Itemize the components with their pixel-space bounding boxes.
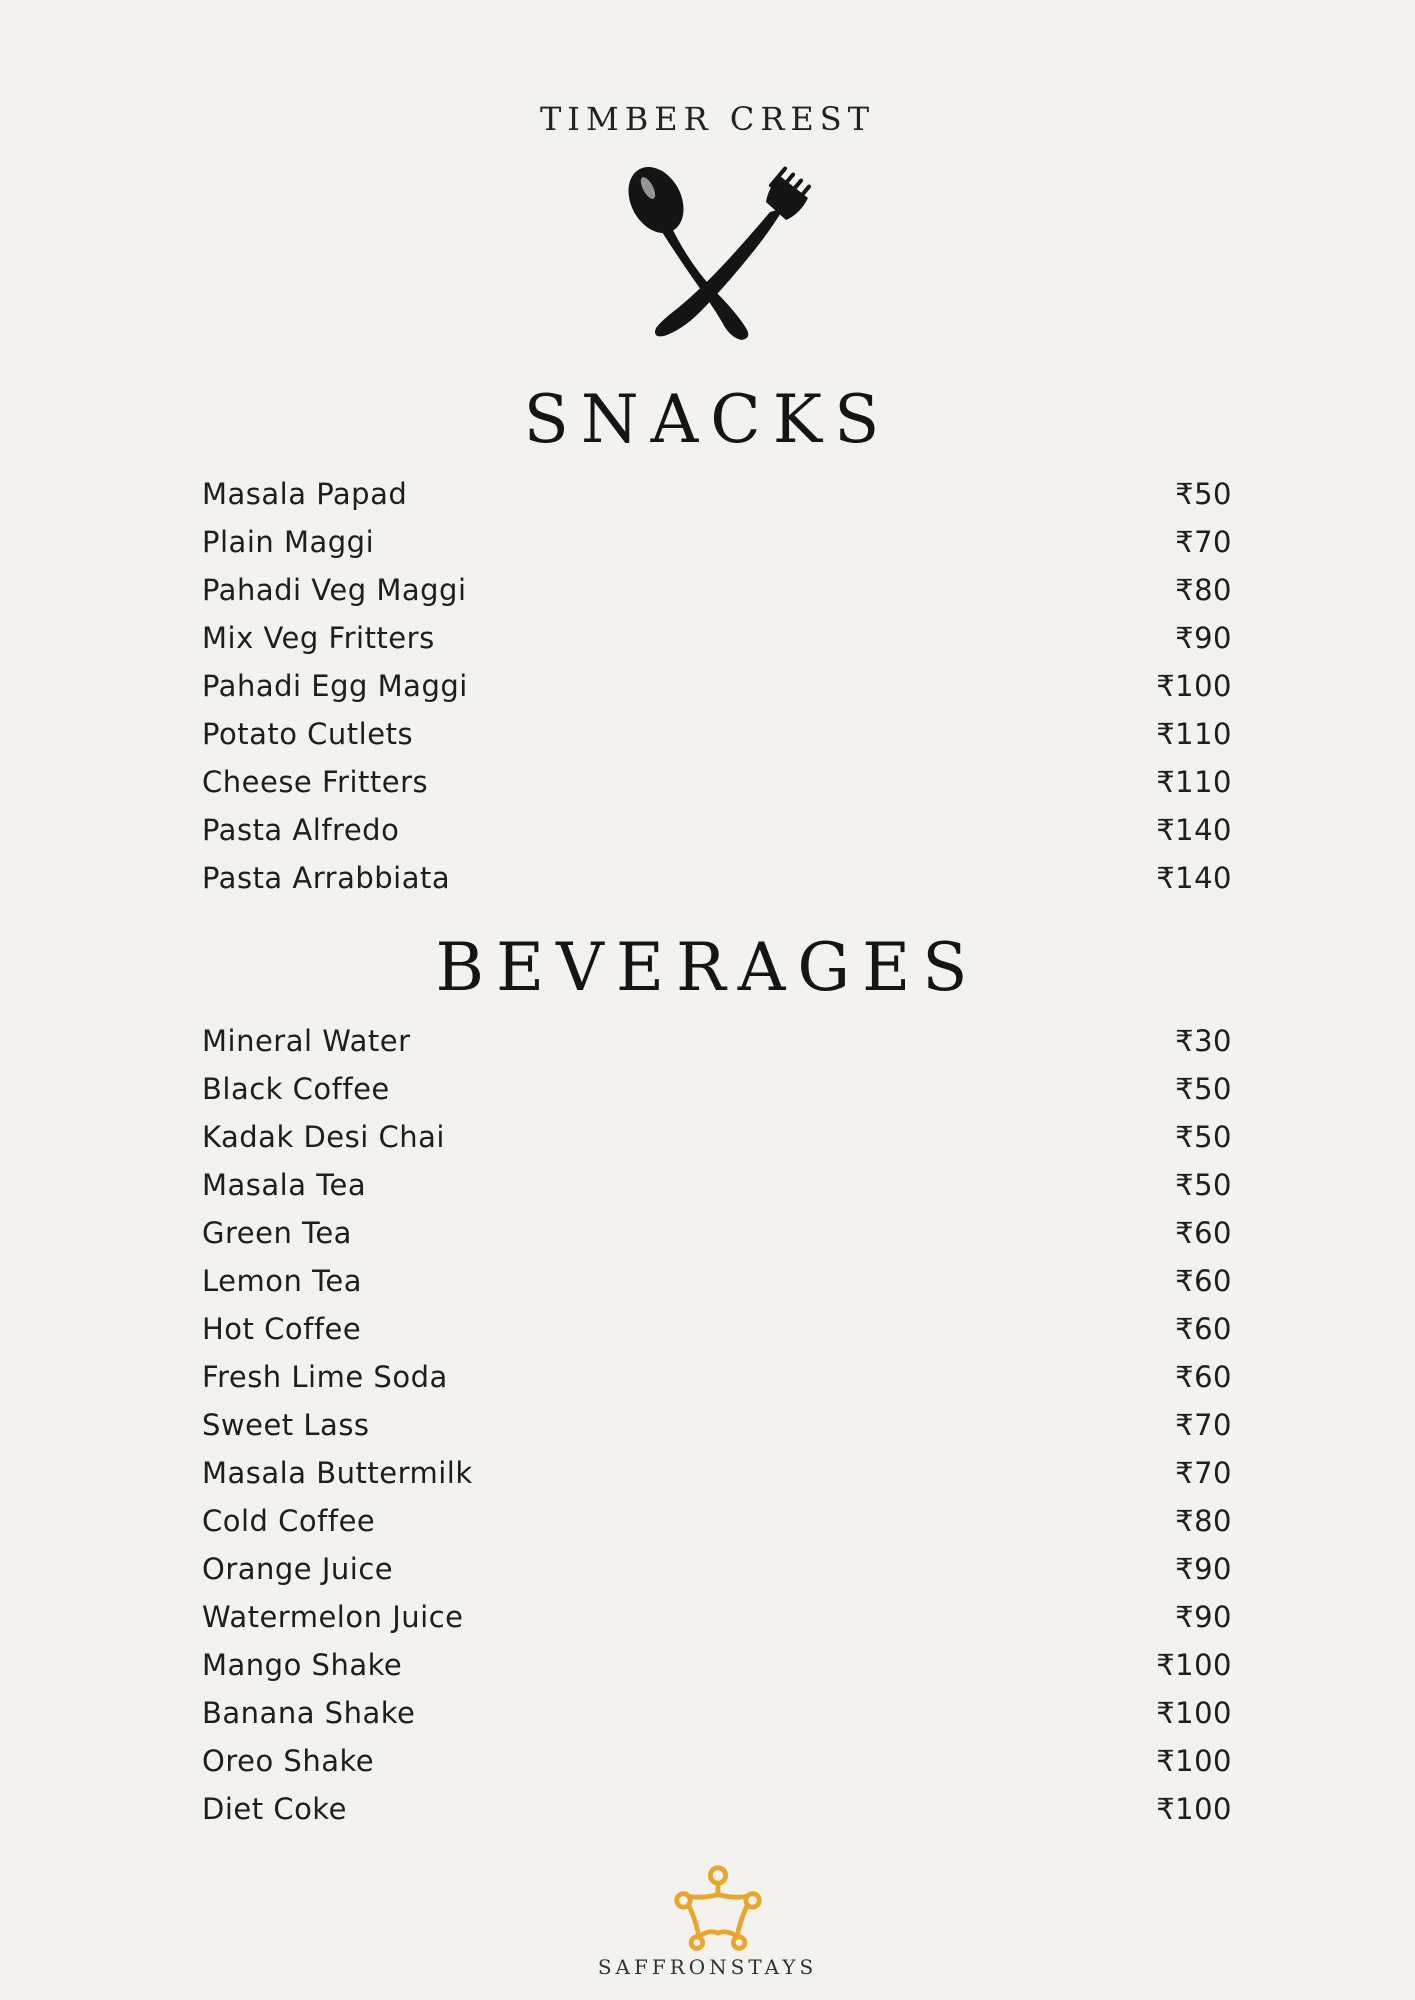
spoon-and-fork-icon — [618, 162, 818, 352]
menu-item — [202, 1648, 1232, 1696]
menu-item — [202, 1792, 1232, 1840]
menu-item — [202, 1408, 1232, 1456]
menu-item-price: ₹30 — [1175, 1024, 1232, 1058]
menu-item-name: Cheese Fritters — [202, 765, 429, 799]
menu-item-price: ₹110 — [1156, 765, 1232, 799]
menu-item-name: Watermelon Juice — [202, 1600, 464, 1634]
menu-item-name: Masala Papad — [202, 477, 408, 511]
menu-item-price: ₹50 — [1175, 1120, 1232, 1154]
menu-item-name: Potato Cutlets — [202, 717, 414, 751]
menu-item — [202, 1456, 1232, 1504]
menu-item — [202, 477, 1232, 525]
snacks-list — [202, 477, 1232, 909]
menu-item — [202, 525, 1232, 573]
menu-item-price: ₹140 — [1156, 861, 1232, 895]
menu-item-price: ₹110 — [1156, 717, 1232, 751]
menu-item-price: ₹50 — [1175, 477, 1232, 511]
menu-item-name: Pasta Arrabbiata — [202, 861, 451, 895]
menu-item — [202, 765, 1232, 813]
menu-item-price: ₹70 — [1175, 525, 1232, 559]
menu-item-name: Orange Juice — [202, 1552, 394, 1586]
menu-item — [202, 1504, 1232, 1552]
menu-item — [202, 1264, 1232, 1312]
beverages-list — [202, 1024, 1232, 1840]
menu-item-price: ₹90 — [1175, 1552, 1232, 1586]
menu-item-price: ₹140 — [1156, 813, 1232, 847]
menu-item-price: ₹80 — [1175, 573, 1232, 607]
menu-item — [202, 573, 1232, 621]
brand-title: TIMBER CREST — [539, 100, 876, 138]
footer-brand: SAFFRONSTAYS — [597, 1955, 818, 1979]
menu-item-name: Sweet Lass — [202, 1408, 370, 1442]
menu-item-price: ₹90 — [1175, 1600, 1232, 1634]
menu-item-name: Pahadi Veg Maggi — [202, 573, 467, 607]
menu-item — [202, 1600, 1232, 1648]
menu-item — [202, 813, 1232, 861]
menu-item-name: Masala Buttermilk — [202, 1456, 473, 1490]
menu-item-name: Masala Tea — [202, 1168, 367, 1202]
menu-item-name: Lemon Tea — [202, 1264, 362, 1298]
menu-item — [202, 621, 1232, 669]
menu-item-name: Hot Coffee — [202, 1312, 362, 1346]
menu-item-price: ₹60 — [1175, 1360, 1232, 1394]
menu-item-name: Diet Coke — [202, 1792, 347, 1826]
menu-item — [202, 1360, 1232, 1408]
menu-item-name: Oreo Shake — [202, 1744, 375, 1778]
menu-item-price: ₹60 — [1175, 1312, 1232, 1346]
menu-item-name: Plain Maggi — [202, 525, 375, 559]
menu-item-name: Kadak Desi Chai — [202, 1120, 445, 1154]
menu-item-price: ₹80 — [1175, 1504, 1232, 1538]
menu-item-price: ₹90 — [1175, 621, 1232, 655]
saffronstays-logo-icon — [670, 1862, 766, 1958]
menu-item-name: Pahadi Egg Maggi — [202, 669, 468, 703]
menu-item-name: Mix Veg Fritters — [202, 621, 435, 655]
menu-item-price: ₹100 — [1156, 669, 1232, 703]
menu-item-price: ₹70 — [1175, 1456, 1232, 1490]
menu-item — [202, 861, 1232, 909]
menu-item-price: ₹100 — [1156, 1648, 1232, 1682]
menu-item — [202, 1168, 1232, 1216]
snacks-heading: SNACKS — [523, 381, 892, 458]
menu-item — [202, 1312, 1232, 1360]
menu-item-name: Cold Coffee — [202, 1504, 376, 1538]
menu-item-price: ₹60 — [1175, 1216, 1232, 1250]
menu-item-price: ₹50 — [1175, 1072, 1232, 1106]
menu-item — [202, 1552, 1232, 1600]
menu-item — [202, 1072, 1232, 1120]
menu-item-price: ₹60 — [1175, 1264, 1232, 1298]
menu-item-name: Mineral Water — [202, 1024, 411, 1058]
menu-item — [202, 1024, 1232, 1072]
menu-item-price: ₹70 — [1175, 1408, 1232, 1442]
menu-item-price: ₹50 — [1175, 1168, 1232, 1202]
menu-item — [202, 717, 1232, 765]
menu-item-name: Pasta Alfredo — [202, 813, 400, 847]
menu-item-name: Mango Shake — [202, 1648, 403, 1682]
menu-item-name: Green Tea — [202, 1216, 352, 1250]
beverages-heading: BEVERAGES — [435, 929, 980, 1006]
menu-item-name: Black Coffee — [202, 1072, 390, 1106]
menu-item-price: ₹100 — [1156, 1792, 1232, 1826]
menu-item-price: ₹100 — [1156, 1744, 1232, 1778]
menu-item — [202, 669, 1232, 717]
menu-item-name: Banana Shake — [202, 1696, 416, 1730]
menu-item — [202, 1120, 1232, 1168]
menu-item — [202, 1744, 1232, 1792]
menu-item — [202, 1696, 1232, 1744]
menu-item — [202, 1216, 1232, 1264]
menu-item-price: ₹100 — [1156, 1696, 1232, 1730]
menu-item-name: Fresh Lime Soda — [202, 1360, 448, 1394]
